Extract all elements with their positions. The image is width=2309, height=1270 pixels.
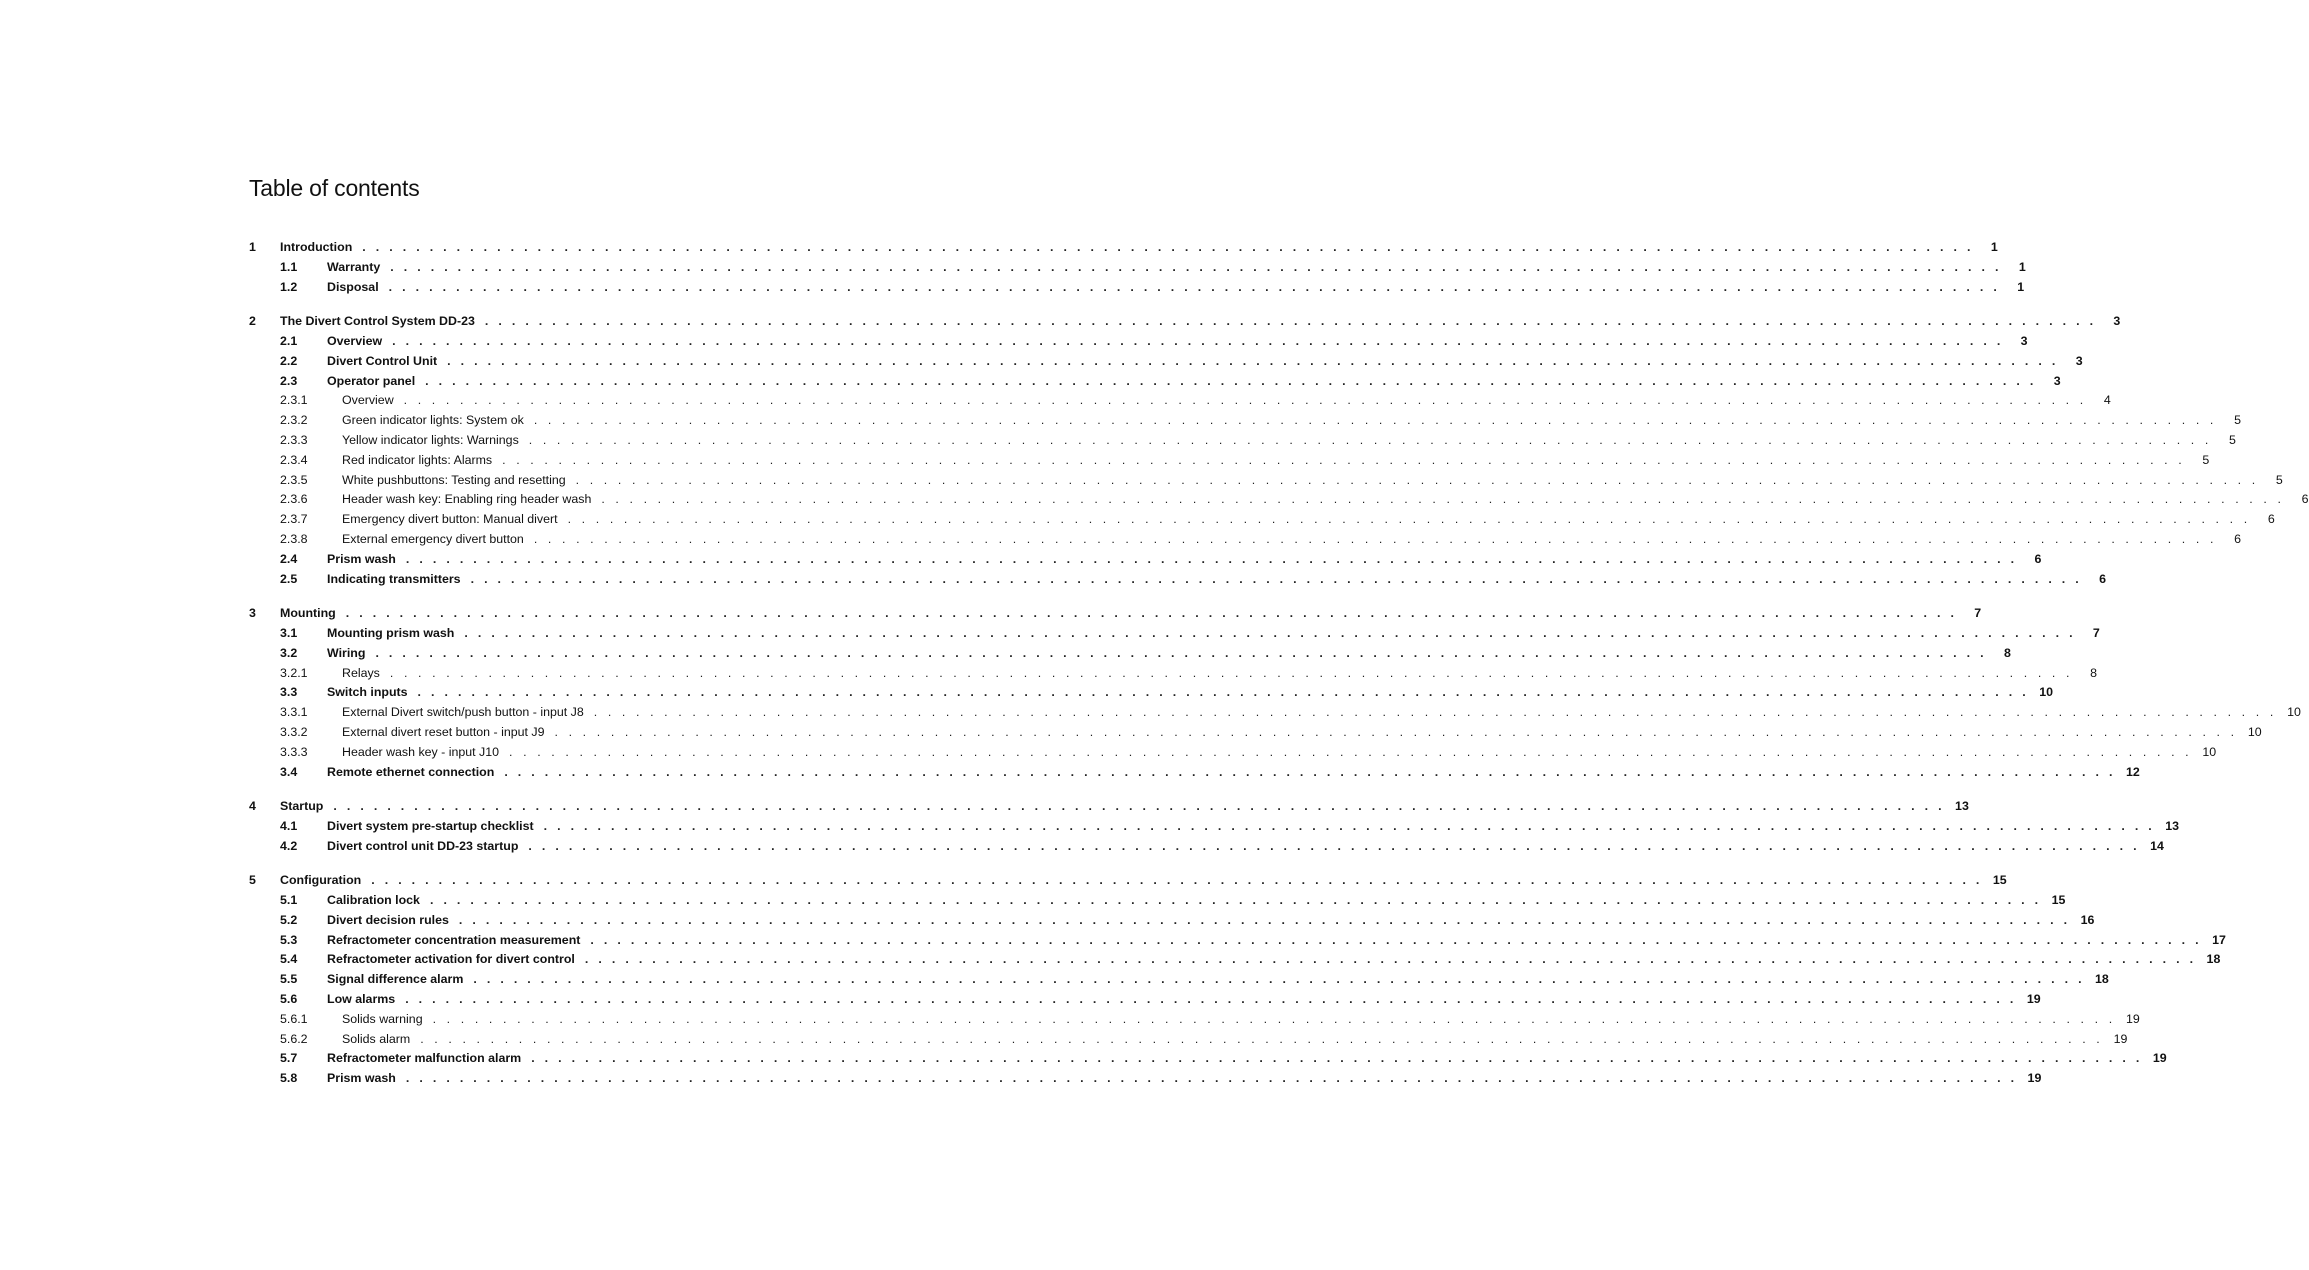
toc-entry-title: External Divert switch/push button - input J8 bbox=[342, 705, 584, 720]
toc-entry-title: Relays bbox=[342, 665, 380, 680]
dot-leader: . . . . . . . . . . . . . . . . . . . . . . . . . . . . . . . . . . . . . . . . . . . . . . . . . . . . . . . . . . . . . . . . . . . . . . . . . . . . . . . . . . . . . . . . . . . . . . . . . . . . . . . . . . . . . . . . . . . . . . . . bbox=[405, 1071, 2018, 1086]
dot-leader: . . . . . . . . . . . . . . . . . . . . . . . . . . . . . . . . . . . . . . . . . . . . . . . . . . . . . . . . . . . . . . . . . . . . . . . . . . . . . . . . . . . . . . . . . . . . . . . . . . . . . . . . . . . . . . . . . . . . . . . . bbox=[405, 992, 2017, 1007]
dot-leader: . . . . . . . . . . . . . . . . . . . . . . . . . . . . . . . . . . . . . . . . . . . . . . . . . . . . . . . . . . . . . . . . . . . . . . . . . . . . . . . . . . . . . . . . . . . . . . . . . . . . . . . . . . . . . . . . . . . . . . . . bbox=[593, 705, 2277, 720]
page-title: Table of contents bbox=[249, 175, 420, 201]
toc-entry-page: 1 bbox=[2017, 279, 2025, 294]
dot-leader: . . . . . . . . . . . . . . . . . . . . . . . . . . . . . . . . . . . . . . . . . . . . . . . . . . . . . . . . . . . . . . . . . . . . . . . . . . . . . . . . . . . . . . . . . . . . . . . . . . . . . . . . . . . . . . . . . . . . . . . . bbox=[575, 472, 2259, 487]
toc-chapter bbox=[249, 871, 2226, 1089]
dot-leader: . . . . . . . . . . . . . . . . . . . . . . . . . . . . . . . . . . . . . . . . . . . . . . . . . . . . . . . . . . . . . . . . . . . . . . . . . . . . . . . . . . . . . . . . . . . . . . . . . . . . . . . . . . . . . . . . . . . . . . . . bbox=[345, 606, 1958, 621]
dot-leader: . . . . . . . . . . . . . . . . . . . . . . . . . . . . . . . . . . . . . . . . . . . . . . . . . . . . . . . . . . . . . . . . . . . . . . . . . . . . . . . . . . . . . . . . . . . . . . . . . . . . . . . . . . . . . . . . . . . . . . . . bbox=[554, 724, 2238, 739]
dot-leader: . . . . . . . . . . . . . . . . . . . . . . . . . . . . . . . . . . . . . . . . . . . . . . . . . . . . . . . . . . . . . . . . . . . . . . . . . . . . . . . . . . . . . . . . . . . . . . . . . . . . . . . . . . . . . . . . . . . . . . . . bbox=[484, 314, 2097, 329]
dot-leader: . . . . . . . . . . . . . . . . . . . . . . . . . . . . . . . . . . . . . . . . . . . . . . . . . . . . . . . . . . . . . . . . . . . . . . . . . . . . . . . . . . . . . . . . . . . . . . . . . . . . . . . . . . . . . . . . . . . . . . . . bbox=[362, 240, 1974, 254]
toc-entry-number: 2.3.1 bbox=[280, 393, 308, 408]
toc-entry-number: 3.2.1 bbox=[280, 665, 308, 680]
toc-entry-number: 5.2 bbox=[280, 912, 298, 927]
toc-entry-title: White pushbuttons: Testing and resetting bbox=[342, 472, 566, 487]
toc-entry-title: Prism wash bbox=[327, 1071, 396, 1086]
toc-entry[interactable] bbox=[249, 332, 2028, 352]
toc-entry-page: 14 bbox=[2150, 838, 2164, 853]
toc-entry[interactable] bbox=[249, 352, 2083, 372]
toc-entry[interactable] bbox=[249, 743, 2217, 763]
toc-entry-page: 10 bbox=[2039, 685, 2054, 700]
toc-entry[interactable] bbox=[249, 451, 2210, 471]
toc-entry-number: 5.4 bbox=[280, 952, 298, 967]
dot-leader: . . . . . . . . . . . . . . . . . . . . . . . . . . . . . . . . . . . . . . . . . . . . . . . . . . . . . . . . . . . . . . . . . . . . . . . . . . . . . . . . . . . . . . . . . . . . . . . . . . . . . . . . . . . . . . . . . . . . . . . . bbox=[371, 873, 1983, 888]
toc-entry-page: 3 bbox=[2053, 373, 2061, 388]
dot-leader: . . . . . . . . . . . . . . . . . . . . . . . . . . . . . . . . . . . . . . . . . . . . . . . . . . . . . . . . . . . . . . . . . . . . . . . . . . . . . . . . . . . . . . . . . . . . . . . . . . . . . . . . . . . . . . . . . . . . . . . . bbox=[432, 1011, 2116, 1026]
toc-entry-number: 3.3.2 bbox=[280, 724, 308, 739]
toc-chapter bbox=[249, 604, 2301, 782]
toc-entry[interactable] bbox=[249, 372, 2061, 392]
toc-entry-title: Solids alarm bbox=[342, 1031, 411, 1046]
dot-leader: . . . . . . . . . . . . . . . . . . . . . . . . . . . . . . . . . . . . . . . . . . . . . . . . . . . . . . . . . . . . . . . . . . . . . . . . . . . . . . . . . . . . . . . . . . . . . . . . . . . . . . . . . . . . . . . . . . . . . . . . bbox=[403, 393, 2087, 408]
toc-entry-number: 4.2 bbox=[280, 838, 298, 853]
toc-entry-number: 2.3.2 bbox=[280, 413, 308, 428]
dot-leader: . . . . . . . . . . . . . . . . . . . . . . . . . . . . . . . . . . . . . . . . . . . . . . . . . . . . . . . . . . . . . . . . . . . . . . . . . . . . . . . . . . . . . . . . . . . . . . . . . . . . . . . . . . . . . . . . . . . . . . . . bbox=[567, 512, 2251, 527]
toc-entry-number: 5.6.2 bbox=[280, 1031, 308, 1046]
dot-leader: . . . . . . . . . . . . . . . . . . . . . . . . . . . . . . . . . . . . . . . . . . . . . . . . . . . . . . . . . . . . . . . . . . . . . . . . . . . . . . . . . . . . . . . . . . . . . . . . . . . . . . . . . . . . . . . . . . . . . . . . bbox=[528, 432, 2212, 447]
toc-entry-page: 19 bbox=[2152, 1051, 2167, 1066]
toc-entry-page: 13 bbox=[2165, 818, 2180, 833]
toc-entry-title: Refractometer malfunction alarm bbox=[327, 1051, 522, 1066]
toc-entry-number: 2.3.3 bbox=[280, 432, 308, 447]
toc-entry-page: 6 bbox=[2234, 531, 2241, 546]
toc-entry-page: 17 bbox=[2212, 932, 2226, 947]
toc-entry-title: Divert Control Unit bbox=[327, 353, 438, 368]
toc-entry-title: External divert reset button - input J9 bbox=[342, 724, 545, 739]
toc-entry-title: The Divert Control System DD-23 bbox=[280, 314, 475, 329]
toc-entry-number: 5.1 bbox=[280, 893, 298, 908]
dot-leader: . . . . . . . . . . . . . . . . . . . . . . . . . . . . . . . . . . . . . . . . . . . . . . . . . . . . . . . . . . . . . . . . . . . . . . . . . . . . . . . . . . . . . . . . . . . . . . . . . . . . . . . . . . . . . . . . . . . . . . . . bbox=[429, 893, 2042, 908]
toc-entry-page: 13 bbox=[1955, 799, 1969, 814]
toc-entry-number: 1 bbox=[249, 240, 256, 254]
toc-entry[interactable] bbox=[249, 490, 2309, 510]
toc-entry[interactable] bbox=[249, 258, 2026, 278]
toc-entry-page: 3 bbox=[2113, 314, 2121, 329]
toc-entry-title: Remote ethernet connection bbox=[327, 764, 495, 779]
toc-entry-number: 3.1 bbox=[280, 625, 298, 640]
toc-entry-page: 19 bbox=[2113, 1031, 2128, 1046]
toc-entry-page: 18 bbox=[2095, 972, 2109, 987]
toc-entry-title: Prism wash bbox=[327, 551, 396, 566]
toc-entry-number: 3.2 bbox=[280, 645, 298, 660]
toc-entry-page: 6 bbox=[2034, 551, 2042, 566]
toc-entry-title: Red indicator lights: Alarms bbox=[342, 452, 493, 467]
dot-leader: . . . . . . . . . . . . . . . . . . . . . . . . . . . . . . . . . . . . . . . . . . . . . . . . . . . . . . . . . . . . . . . . . . . . . . . . . . . . . . . . . . . . . . . . . . . . . . . . . . . . . . . . . . . . . . . . . . . . . . . . bbox=[417, 685, 2030, 700]
toc-entry-number: 5.7 bbox=[280, 1051, 298, 1066]
toc-entry-page: 6 bbox=[2099, 571, 2107, 586]
toc-entry-title: Overview bbox=[327, 333, 383, 348]
toc-entry-title: Mounting bbox=[280, 606, 336, 621]
toc-entry-number: 5.8 bbox=[280, 1071, 298, 1086]
toc-chapter bbox=[249, 797, 2180, 856]
toc-chapter bbox=[249, 238, 2026, 297]
toc-entry[interactable] bbox=[249, 797, 1969, 817]
toc-entry[interactable] bbox=[249, 550, 2042, 570]
toc-entry-page: 12 bbox=[2125, 764, 2140, 779]
toc-entry-number: 3.3.1 bbox=[280, 705, 308, 720]
dot-leader: . . . . . . . . . . . . . . . . . . . . . . . . . . . . . . . . . . . . . . . . . . . . . . . . . . . . . . . . . . . . . . . . . . . . . . . . . . . . . . . . . . . . . . . . . . . . . . . . . . . . . . . . . . . . . . . . . . . . . . . . bbox=[531, 1051, 2143, 1066]
toc-entry-page: 4 bbox=[2103, 393, 2111, 408]
toc-entry-number: 2.3.6 bbox=[280, 492, 308, 507]
toc-entry-page: 3 bbox=[2075, 353, 2083, 368]
toc-entry[interactable] bbox=[249, 931, 2226, 951]
toc-entry[interactable] bbox=[249, 1030, 2128, 1050]
toc-entry-page: 19 bbox=[2026, 992, 2041, 1007]
toc-entry[interactable] bbox=[249, 431, 2236, 451]
toc-entry-title: Emergency divert button: Manual divert bbox=[342, 512, 558, 527]
toc-entry-title: Refractometer activation for divert control bbox=[327, 952, 575, 967]
toc-entry[interactable] bbox=[249, 510, 2275, 530]
toc-entry-title: Refractometer concentration measurement bbox=[327, 932, 581, 947]
toc-entry[interactable] bbox=[249, 763, 2140, 783]
toc-entry-title: Startup bbox=[280, 799, 324, 814]
toc-entry[interactable] bbox=[249, 312, 2121, 332]
dot-leader: . . . . . . . . . . . . . . . . . . . . . . . . . . . . . . . . . . . . . . . . . . . . . . . . . . . . . . . . . . . . . . . . . . . . . . . . . . . . . . . . . . . . . . . . . . . . . . . . . . . . . . . . . . . . . . . . . . . . . . . . bbox=[509, 744, 2193, 759]
toc-entry-title: Low alarms bbox=[327, 992, 396, 1007]
toc-entry[interactable] bbox=[249, 703, 2301, 723]
dot-leader: . . . . . . . . . . . . . . . . . . . . . . . . . . . . . . . . . . . . . . . . . . . . . . . . . . . . . . . . . . . . . . . . . . . . . . . . . . . . . . . . . . . . . . . . . . . . . . . . . . . . . . . . . . . . . . . . . . . . . . . . bbox=[390, 259, 2002, 274]
toc-entry-number: 1.2 bbox=[280, 279, 298, 294]
toc-entry-page: 6 bbox=[2267, 512, 2275, 527]
toc-chapter bbox=[249, 312, 2309, 589]
toc-entry[interactable] bbox=[249, 990, 2041, 1010]
toc-entry-page: 15 bbox=[2051, 893, 2066, 908]
toc-entry-page: 7 bbox=[1974, 606, 1982, 621]
toc-entry[interactable] bbox=[249, 683, 2054, 703]
toc-entry-page: 10 bbox=[2202, 744, 2217, 759]
toc-entry-number: 2.4 bbox=[280, 551, 298, 566]
toc-entry-title: Introduction bbox=[280, 240, 353, 254]
dot-leader: . . . . . . . . . . . . . . . . . . . . . . . . . . . . . . . . . . . . . . . . . . . . . . . . . . . . . . . . . . . . . . . . . . . . . . . . . . . . . . . . . . . . . . . . . . . . . . . . . . . . . . . . . . . . . . . . . . . . . . . . bbox=[470, 571, 2083, 586]
toc-entry[interactable] bbox=[249, 411, 2241, 431]
toc-entry-title: Indicating transmitters bbox=[327, 571, 461, 586]
dot-leader: . . . . . . . . . . . . . . . . . . . . . . . . . . . . . . . . . . . . . . . . . . . . . . . . . . . . . . . . . . . . . . . . . . . . . . . . . . . . . . . . . . . . . . . . . . . . . . . . . . . . . . . . . . . . . . . . . . . . . . . . bbox=[375, 645, 1987, 660]
toc-entry[interactable] bbox=[249, 604, 1982, 624]
dot-leader: . . . . . . . . . . . . . . . . . . . . . . . . . . . . . . . . . . . . . . . . . . . . . . . . . . . . . . . . . . . . . . . . . . . . . . . . . . . . . . . . . . . . . . . . . . . . . . . . . . . . . . . . . . . . . . . . . . . . . . . . bbox=[504, 764, 2116, 779]
toc-entry-title: Solids warning bbox=[342, 1011, 423, 1026]
toc-entry-title: Warranty bbox=[327, 259, 381, 274]
toc-entry-page: 5 bbox=[2229, 432, 2236, 447]
toc-entry-title: Green indicator lights: System ok bbox=[342, 413, 524, 428]
dot-leader: . . . . . . . . . . . . . . . . . . . . . . . . . . . . . . . . . . . . . . . . . . . . . . . . . . . . . . . . . . . . . . . . . . . . . . . . . . . . . . . . . . . . . . . . . . . . . . . . . . . . . . . . . . . . . . . . . . . . . . . . bbox=[389, 665, 2074, 680]
toc-entry-page: 6 bbox=[2301, 492, 2309, 507]
dot-leader: . . . . . . . . . . . . . . . . . . . . . . . . . . . . . . . . . . . . . . . . . . . . . . . . . . . . . . . . . . . . . . . . . . . . . . . . . . . . . . . . . . . . . . . . . . . . . . . . . . . . . . . . . . . . . . . . . . . . . . . . bbox=[502, 452, 2186, 467]
toc-entry-number: 1.1 bbox=[280, 259, 298, 274]
toc-entry-number: 2.1 bbox=[280, 333, 298, 348]
toc-entry-number: 5.3 bbox=[280, 932, 298, 947]
toc-entry[interactable] bbox=[249, 391, 2111, 411]
toc-entry[interactable] bbox=[249, 817, 2180, 837]
toc-entry-number: 5 bbox=[249, 873, 256, 888]
toc-entry-title: Header wash key: Enabling ring header wash bbox=[342, 492, 592, 507]
toc-entry[interactable] bbox=[249, 624, 2100, 644]
dot-leader: . . . . . . . . . . . . . . . . . . . . . . . . . . . . . . . . . . . . . . . . . . . . . . . . . . . . . . . . . . . . . . . . . . . . . . . . . . . . . . . . . . . . . . . . . . . . . . . . . . . . . . . . . . . . . . . . . . . . . . . . bbox=[392, 333, 2004, 348]
toc-entry-number: 5.5 bbox=[280, 972, 298, 987]
toc-entry-title: Header wash key - input J10 bbox=[342, 744, 500, 759]
table-of-contents bbox=[249, 238, 2309, 1104]
toc-entry-page: 1 bbox=[1990, 240, 1998, 254]
toc-entry-number: 4 bbox=[249, 799, 256, 814]
dot-leader: . . . . . . . . . . . . . . . . . . . . . . . . . . . . . . . . . . . . . . . . . . . . . . . . . . . . . . . . . . . . . . . . . . . . . . . . . . . . . . . . . . . . . . . . . . . . . . . . . . . . . . . . . . . . . . . . . . . . . . . . bbox=[405, 551, 2018, 566]
toc-entry-number: 5.6 bbox=[280, 992, 298, 1007]
toc-entry-number: 2.5 bbox=[280, 571, 298, 586]
dot-leader: . . . . . . . . . . . . . . . . . . . . . . . . . . . . . . . . . . . . . . . . . . . . . . . . . . . . . . . . . . . . . . . . . . . . . . . . . . . . . . . . . . . . . . . . . . . . . . . . . . . . . . . . . . . . . . . . . . . . . . . . bbox=[458, 912, 2071, 927]
toc-entry-title: Calibration lock bbox=[327, 893, 420, 908]
toc-entry[interactable] bbox=[249, 570, 2107, 590]
dot-leader: . . . . . . . . . . . . . . . . . . . . . . . . . . . . . . . . . . . . . . . . . . . . . . . . . . . . . . . . . . . . . . . . . . . . . . . . . . . . . . . . . . . . . . . . . . . . . . . . . . . . . . . . . . . . . . . . . . . . . . . . bbox=[473, 972, 2085, 987]
toc-entry-title: Disposal bbox=[327, 279, 379, 294]
toc-entry-number: 2.3.7 bbox=[280, 512, 308, 527]
toc-entry[interactable] bbox=[249, 911, 2095, 931]
toc-entry-title: Wiring bbox=[327, 645, 366, 660]
toc-entry[interactable] bbox=[249, 238, 1998, 258]
toc-entry-page: 5 bbox=[2275, 472, 2283, 487]
toc-entry-title: Operator panel bbox=[327, 373, 416, 388]
toc-entry[interactable] bbox=[249, 530, 2241, 550]
dot-leader: . . . . . . . . . . . . . . . . . . . . . . . . . . . . . . . . . . . . . . . . . . . . . . . . . . . . . . . . . . . . . . . . . . . . . . . . . . . . . . . . . . . . . . . . . . . . . . . . . . . . . . . . . . . . . . . . . . . . . . . . bbox=[584, 952, 2197, 967]
toc-entry-title: Divert control unit DD-23 startup bbox=[327, 838, 519, 853]
toc-entry-title: Divert system pre-startup checklist bbox=[327, 818, 534, 833]
dot-leader: . . . . . . . . . . . . . . . . . . . . . . . . . . . . . . . . . . . . . . . . . . . . . . . . . . . . . . . . . . . . . . . . . . . . . . . . . . . . . . . . . . . . . . . . . . . . . . . . . . . . . . . . . . . . . . . . . . . . . . . . bbox=[425, 373, 2037, 388]
dot-leader: . . . . . . . . . . . . . . . . . . . . . . . . . . . . . . . . . . . . . . . . . . . . . . . . . . . . . . . . . . . . . . . . . . . . . . . . . . . . . . . . . . . . . . . . . . . . . . . . . . . . . . . . . . . . . . . . . . . . . . . . bbox=[420, 1031, 2104, 1046]
dot-leader: . . . . . . . . . . . . . . . . . . . . . . . . . . . . . . . . . . . . . . . . . . . . . . . . . . . . . . . . . . . . . . . . . . . . . . . . . . . . . . . . . . . . . . . . . . . . . . . . . . . . . . . . . . . . . . . . . . . . . . . . bbox=[528, 838, 2140, 853]
dot-leader: . . . . . . . . . . . . . . . . . . . . . . . . . . . . . . . . . . . . . . . . . . . . . . . . . . . . . . . . . . . . . . . . . . . . . . . . . . . . . . . . . . . . . . . . . . . . . . . . . . . . . . . . . . . . . . . . . . . . . . . . bbox=[333, 799, 1945, 814]
toc-entry-page: 10 bbox=[2287, 705, 2301, 720]
toc-entry-number: 3.3 bbox=[280, 685, 298, 700]
toc-entry-title: Switch inputs bbox=[327, 685, 408, 700]
toc-entry-number: 5.6.1 bbox=[280, 1011, 308, 1026]
dot-leader: . . . . . . . . . . . . . . . . . . . . . . . . . . . . . . . . . . . . . . . . . . . . . . . . . . . . . . . . . . . . . . . . . . . . . . . . . . . . . . . . . . . . . . . . . . . . . . . . . . . . . . . . . . . . . . . . . . . . . . . . bbox=[601, 492, 2285, 507]
dot-leader: . . . . . . . . . . . . . . . . . . . . . . . . . . . . . . . . . . . . . . . . . . . . . . . . . . . . . . . . . . . . . . . . . . . . . . . . . . . . . . . . . . . . . . . . . . . . . . . . . . . . . . . . . . . . . . . . . . . . . . . . bbox=[543, 818, 2156, 833]
toc-entry-title: Configuration bbox=[280, 873, 362, 888]
toc-entry-page: 7 bbox=[2092, 625, 2100, 640]
toc-entry-page: 8 bbox=[2090, 665, 2098, 680]
toc-entry-number: 2.3.8 bbox=[280, 531, 308, 546]
toc-entry-number: 2.3.5 bbox=[280, 472, 308, 487]
toc-entry[interactable] bbox=[249, 970, 2109, 990]
dot-leader: . . . . . . . . . . . . . . . . . . . . . . . . . . . . . . . . . . . . . . . . . . . . . . . . . . . . . . . . . . . . . . . . . . . . . . . . . . . . . . . . . . . . . . . . . . . . . . . . . . . . . . . . . . . . . . . . . . . . . . . . bbox=[388, 279, 2001, 294]
toc-entry[interactable] bbox=[249, 1010, 2140, 1030]
toc-entry-page: 8 bbox=[2004, 645, 2011, 660]
toc-entry-title: Signal difference alarm bbox=[327, 972, 464, 987]
toc-entry-page: 18 bbox=[2206, 952, 2221, 967]
toc-entry-number: 3 bbox=[249, 606, 256, 621]
toc-entry-page: 3 bbox=[2020, 333, 2028, 348]
toc-entry-number: 2.3.4 bbox=[280, 452, 308, 467]
toc-entry-title: External emergency divert button bbox=[342, 531, 524, 546]
toc-entry[interactable] bbox=[249, 471, 2283, 491]
toc-entry-title: Mounting prism wash bbox=[327, 625, 455, 640]
toc-entry-page: 5 bbox=[2202, 452, 2210, 467]
toc-entry[interactable] bbox=[249, 891, 2066, 911]
toc-entry[interactable] bbox=[249, 664, 2098, 684]
toc-entry-number: 2 bbox=[249, 314, 256, 329]
toc-entry[interactable] bbox=[249, 1049, 2167, 1069]
toc-entry-title: Divert decision rules bbox=[327, 912, 449, 927]
toc-entry-number: 3.4 bbox=[280, 764, 298, 779]
toc-entry[interactable] bbox=[249, 278, 2025, 298]
toc-entry-title: Yellow indicator lights: Warnings bbox=[342, 432, 519, 447]
toc-entry[interactable] bbox=[249, 723, 2262, 743]
dot-leader: . . . . . . . . . . . . . . . . . . . . . . . . . . . . . . . . . . . . . . . . . . . . . . . . . . . . . . . . . . . . . . . . . . . . . . . . . . . . . . . . . . . . . . . . . . . . . . . . . . . . . . . . . . . . . . . . . . . . . . . . bbox=[533, 413, 2217, 428]
toc-entry-page: 15 bbox=[1992, 873, 2007, 888]
toc-entry[interactable] bbox=[249, 644, 2011, 664]
toc-entry-number: 3.3.3 bbox=[280, 744, 308, 759]
toc-entry-number: 2.3 bbox=[280, 373, 298, 388]
toc-entry-number: 2.2 bbox=[280, 353, 298, 368]
toc-entry-title: Overview bbox=[342, 393, 394, 408]
toc-entry-page: 10 bbox=[2247, 724, 2262, 739]
toc-entry-number: 4.1 bbox=[280, 818, 298, 833]
dot-leader: . . . . . . . . . . . . . . . . . . . . . . . . . . . . . . . . . . . . . . . . . . . . . . . . . . . . . . . . . . . . . . . . . . . . . . . . . . . . . . . . . . . . . . . . . . . . . . . . . . . . . . . . . . . . . . . . . . . . . . . . bbox=[447, 353, 2059, 368]
toc-entry-page: 19 bbox=[2027, 1071, 2042, 1086]
dot-leader: . . . . . . . . . . . . . . . . . . . . . . . . . . . . . . . . . . . . . . . . . . . . . . . . . . . . . . . . . . . . . . . . . . . . . . . . . . . . . . . . . . . . . . . . . . . . . . . . . . . . . . . . . . . . . . . . . . . . . . . . bbox=[590, 932, 2202, 947]
toc-entry-page: 1 bbox=[2018, 259, 2026, 274]
dot-leader: . . . . . . . . . . . . . . . . . . . . . . . . . . . . . . . . . . . . . . . . . . . . . . . . . . . . . . . . . . . . . . . . . . . . . . . . . . . . . . . . . . . . . . . . . . . . . . . . . . . . . . . . . . . . . . . . . . . . . . . . bbox=[533, 531, 2217, 546]
toc-entry[interactable] bbox=[249, 871, 2007, 891]
toc-entry-page: 16 bbox=[2080, 912, 2095, 927]
toc-entry[interactable] bbox=[249, 950, 2221, 970]
dot-leader: . . . . . . . . . . . . . . . . . . . . . . . . . . . . . . . . . . . . . . . . . . . . . . . . . . . . . . . . . . . . . . . . . . . . . . . . . . . . . . . . . . . . . . . . . . . . . . . . . . . . . . . . . . . . . . . . . . . . . . . . bbox=[464, 625, 2076, 640]
toc-entry[interactable] bbox=[249, 1069, 2042, 1089]
toc-entry[interactable] bbox=[249, 837, 2164, 857]
toc-entry-page: 5 bbox=[2234, 413, 2241, 428]
toc-entry-page: 19 bbox=[2125, 1011, 2140, 1026]
